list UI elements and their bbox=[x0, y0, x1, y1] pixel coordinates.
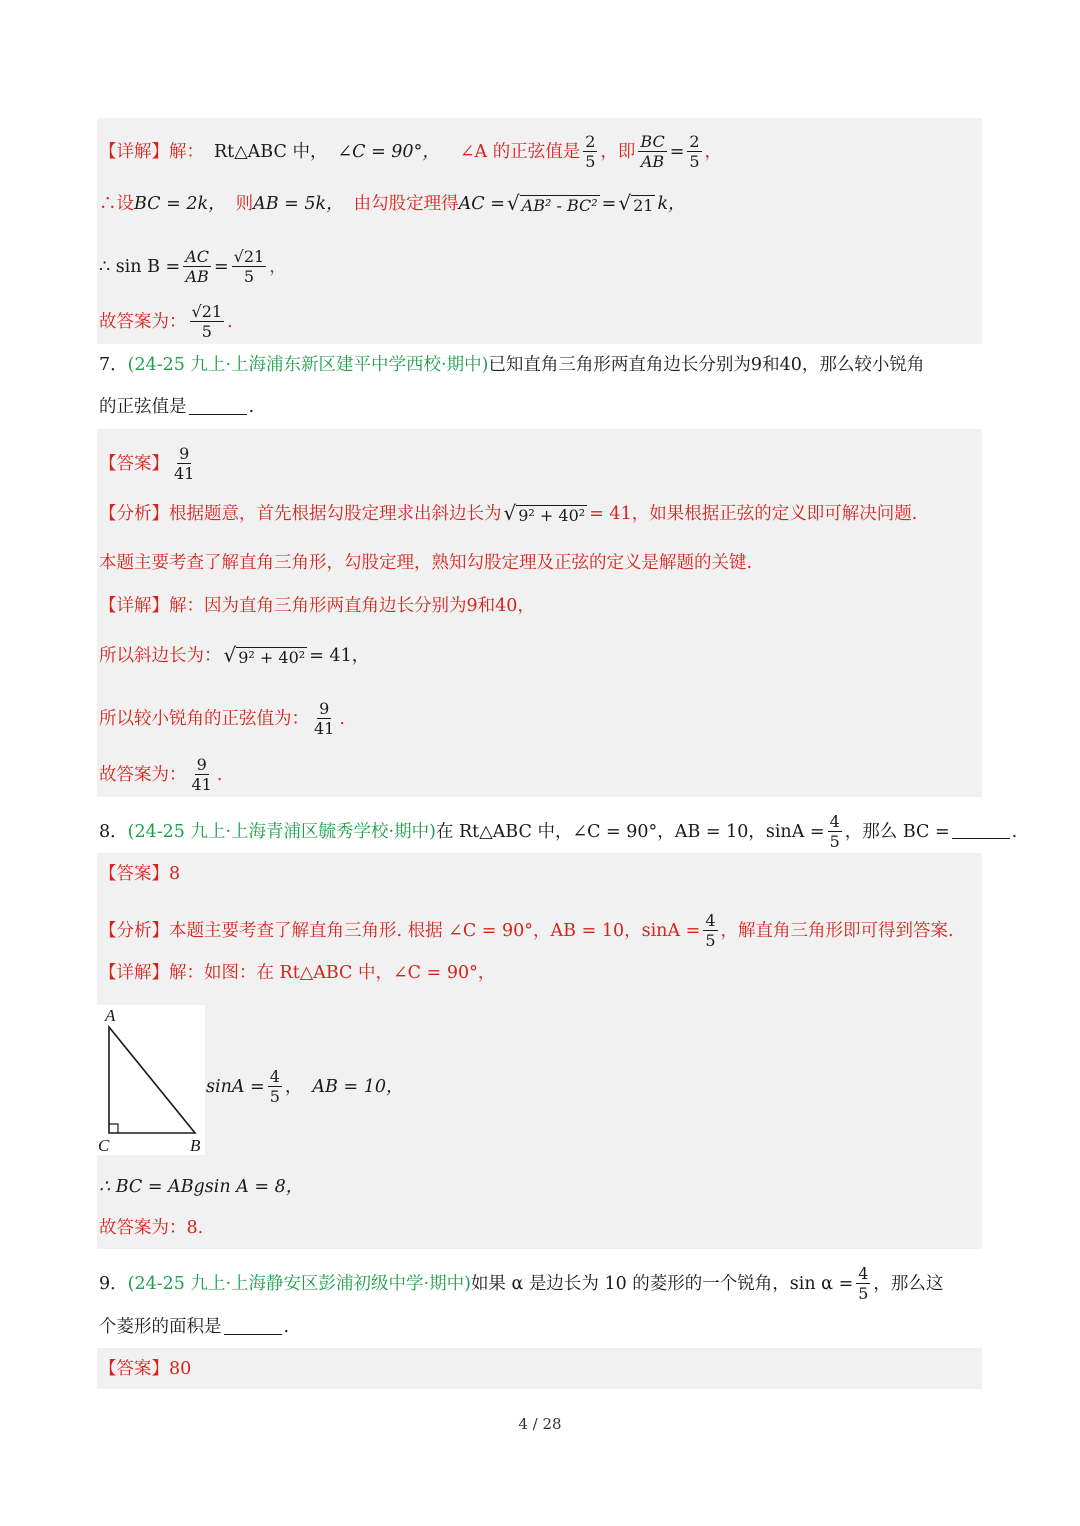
q8-given: sinA = $\frac{4}{5}$ ， AB = 10， bbox=[206, 1067, 404, 1106]
vertex-label-b: B bbox=[190, 1136, 201, 1155]
q8-bc-line: ∴ BC = ABgsin A = 8， bbox=[99, 1177, 304, 1197]
q6-detail-line: 【详解】 解： Rt△ABC 中， ∠C = 90°， ∠A 的正弦值是 $\frac{2}{5}$ ，即 $\frac{BC}{AB}$ = $\frac{2}{5}$ ， bbox=[99, 132, 723, 171]
answer-blank bbox=[224, 1320, 282, 1335]
q8-analysis: 【分析】 本题主要考查了解直角三角形. 根据 ∠C = 90°，AB = 10，sinA = $\frac{4}{5}$ ，解直角三角形即可得到答案. bbox=[99, 911, 954, 950]
vertex-label-c: C bbox=[98, 1136, 110, 1155]
q9-answer: 【答案】 80 bbox=[99, 1359, 192, 1379]
q8-answer: 【答案】 8 bbox=[99, 864, 181, 884]
fraction: $\frac{4}{5}$ bbox=[269, 1067, 280, 1106]
q7-analysis: 【分析】 根据题意，首先根据勾股定理求出斜边长为 √ 9² + 40² = 41，如果根据正弦的定义即可解决问题. bbox=[99, 501, 918, 525]
fraction: $\frac{9}{41}$ bbox=[191, 755, 212, 794]
q7-hypotenuse: 所以斜边长为： √ 9² + 40² = 41， bbox=[99, 643, 370, 667]
sqrt: √ AB² - BC² bbox=[506, 191, 598, 215]
fraction: $\frac{√21}{5}$ bbox=[233, 247, 265, 286]
q7-stem-cont: 的正弦值是 . bbox=[99, 397, 255, 417]
q7-sine: 所以较小锐角的正弦值为： $\frac{9}{41}$ . bbox=[99, 699, 345, 738]
detail-tag: 【详解】 bbox=[99, 141, 169, 162]
fraction: $\frac{4}{5}$ bbox=[829, 812, 840, 851]
triangle-figure bbox=[97, 1005, 205, 1155]
fraction: $\frac{2}{5}$ bbox=[585, 132, 596, 171]
sqrt: √ 9² + 40² bbox=[503, 501, 586, 525]
q9-stem-cont: 个菱形的面积是 . bbox=[99, 1317, 290, 1337]
fraction: $\frac{√21}{5}$ bbox=[191, 302, 223, 341]
triangle-shape bbox=[109, 1027, 195, 1133]
q8-detail: 【详解】 解：如图：在 Rt△ABC 中，∠C = 90°， bbox=[99, 963, 496, 983]
q6-pythagoras-line: ∴设 BC = 2k， 则 AB = 5k， 由勾股定理得 AC = √ AB² - BC² = √ 21 k， bbox=[99, 191, 686, 215]
fraction: $\frac{4}{5}$ bbox=[705, 911, 716, 950]
fraction: $\frac{9}{41}$ bbox=[174, 444, 195, 483]
q7-summary: 本题主要考查了解直角三角形，勾股定理，熟知勾股定理及正弦的定义是解题的关键. bbox=[99, 553, 753, 573]
q7-detail: 【详解】 解：因为直角三角形两直角边长分别为9和40， bbox=[99, 596, 535, 616]
q8-source: (24-25 九上·上海青浦区毓秀学校·期中) bbox=[127, 821, 436, 842]
q9-solution-box bbox=[97, 1348, 982, 1389]
fraction: $\frac{2}{5}$ bbox=[689, 132, 700, 171]
q7-stem: 7． (24-25 九上·上海浦东新区建平中学西校·期中) 已知直角三角形两直角边长分别为9和40，那么较小锐角 bbox=[99, 355, 925, 375]
fraction: $\frac{AC}{AB}$ bbox=[185, 247, 209, 286]
fraction: $\frac{BC}{AB}$ bbox=[640, 132, 665, 171]
answer-blank bbox=[952, 824, 1010, 839]
q8-final: 故答案为：8. bbox=[99, 1218, 204, 1238]
q8-stem: 8． (24-25 九上·上海青浦区毓秀学校·期中) 在 Rt△ABC 中，∠C = 90°，AB = 10，sinA = $\frac{4}{5}$ ，那么 BC = . bbox=[99, 812, 1018, 851]
q7-final: 故答案为： $\frac{9}{41}$ . bbox=[99, 755, 223, 794]
vertex-label-a: A bbox=[105, 1006, 116, 1025]
sqrt: √ 9² + 40² bbox=[223, 643, 306, 667]
q6-final-answer: 故答案为： $\frac{√21}{5}$ . bbox=[99, 302, 233, 341]
page-number: 4 / 28 bbox=[518, 1415, 562, 1433]
fraction: $\frac{4}{5}$ bbox=[858, 1264, 869, 1303]
q6-sinb-line: ∴ sin B = $\frac{AC}{AB}$ = $\frac{√21}{5}$ ， bbox=[99, 247, 287, 286]
fraction: $\frac{9}{41}$ bbox=[314, 699, 335, 738]
q7-answer: 【答案】 $\frac{9}{41}$ bbox=[99, 444, 195, 483]
sqrt: √ 21 bbox=[618, 191, 654, 215]
answer-blank bbox=[189, 400, 247, 415]
right-angle-mark bbox=[109, 1124, 118, 1133]
q9-source: (24-25 九上·上海静安区彭浦初级中学·期中) bbox=[127, 1273, 471, 1294]
right-triangle-diagram bbox=[97, 1005, 205, 1155]
q7-source: (24-25 九上·上海浦东新区建平中学西校·期中) bbox=[127, 355, 489, 375]
q9-stem: 9． (24-25 九上·上海静安区彭浦初级中学·期中) 如果 α 是边长为 10 的菱形的一个锐角，sin α = $\frac{4}{5}$ ，那么这 bbox=[99, 1264, 944, 1303]
